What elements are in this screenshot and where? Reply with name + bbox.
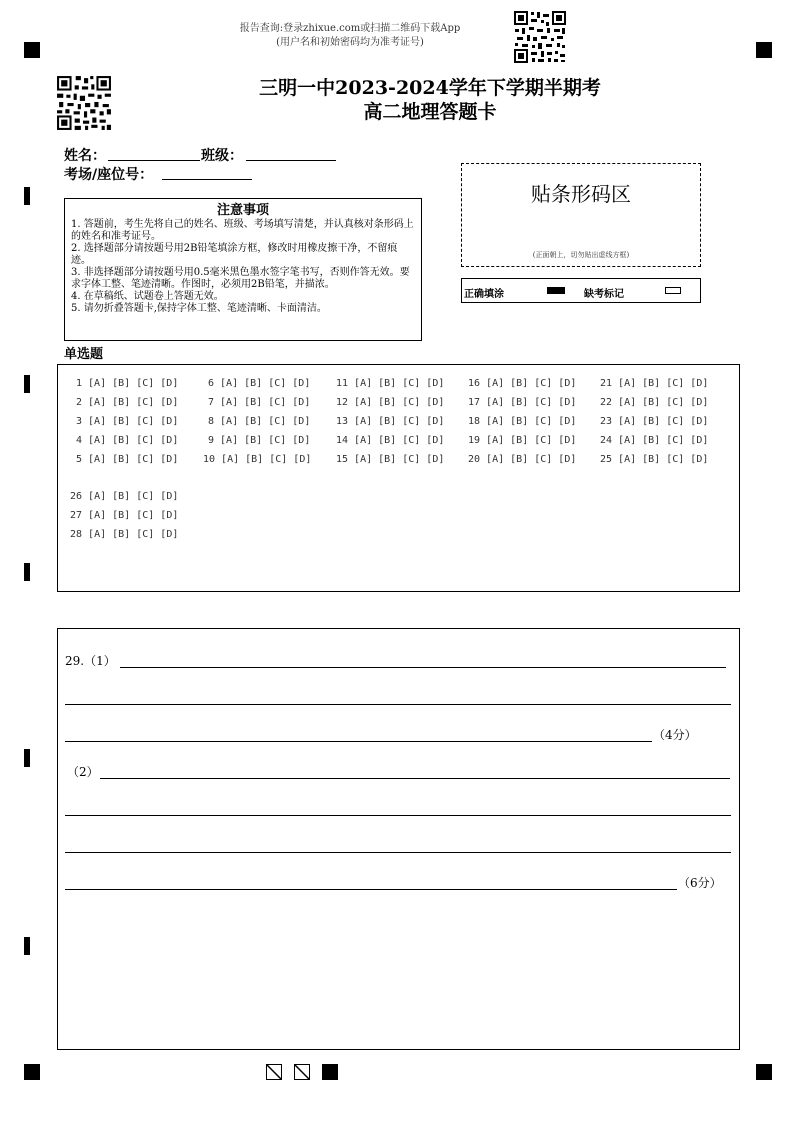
title-line-2: 高二地理答题卡 (363, 101, 497, 123)
page-mark-diagonal (294, 1064, 310, 1080)
choice-row-12[interactable]: 12 [A] [B] [C] [D] (336, 397, 445, 408)
q29-part2-line[interactable] (65, 815, 731, 816)
choice-row-7[interactable]: 7 [A] [B] [C] [D] (208, 397, 311, 408)
class-field[interactable] (246, 160, 336, 161)
absent-mark-label: 缺考标记 (584, 289, 624, 300)
choice-row-17[interactable]: 17 [A] [B] [C] [D] (468, 397, 577, 408)
corner-mark-bottom-left (24, 1064, 40, 1080)
q29-part1-label: 29.（1） (65, 654, 116, 668)
q29-part1-line[interactable] (120, 667, 726, 668)
choice-row-24[interactable]: 24 [A] [B] [C] [D] (600, 435, 709, 446)
notice-item: 5. 请勿折叠答题卡,保持字体工整、笔迹清晰、卡面清洁。 (71, 303, 327, 314)
choice-row-9[interactable]: 9 [A] [B] [C] [D] (208, 435, 311, 446)
choice-row-11[interactable]: 11 [A] [B] [C] [D] (336, 378, 445, 389)
q29-part2-score: （6分） (678, 876, 722, 890)
choice-row-16[interactable]: 16 [A] [B] [C] [D] (468, 378, 577, 389)
notice-item: 1. 答题前，考生先将自己的姓名、班级、考场填写清楚，并认真核对条形码上的姓名和准考证号。 (71, 219, 414, 242)
absent-mark-box[interactable] (665, 287, 681, 294)
timing-mark (24, 563, 30, 581)
page-mark-filled (322, 1064, 338, 1080)
q29-part1-score: （4分） (653, 728, 697, 742)
choice-row-2[interactable]: 2 [A] [B] [C] [D] (76, 397, 179, 408)
barcode-title: 贴条形码区 (531, 182, 631, 206)
single-choice-area (57, 364, 740, 592)
barcode-area[interactable] (461, 163, 701, 267)
single-choice-label: 单选题 (64, 347, 104, 362)
timing-mark (24, 375, 30, 393)
choice-row-19[interactable]: 19 [A] [B] [C] [D] (468, 435, 577, 446)
app-qr-code[interactable] (513, 10, 567, 64)
choice-row-4[interactable]: 4 [A] [B] [C] [D] (76, 435, 179, 446)
seat-field[interactable] (162, 179, 252, 180)
notice-item: 4. 在草稿纸、试题卷上答题无效。 (71, 291, 224, 302)
choice-row-3[interactable]: 3 [A] [B] [C] [D] (76, 416, 179, 427)
page-mark-diagonal (266, 1064, 282, 1080)
choice-row-18[interactable]: 18 [A] [B] [C] [D] (468, 416, 577, 427)
q29-part2-line[interactable] (65, 889, 677, 890)
correct-fill-label: 正确填涂 (464, 289, 504, 300)
corner-mark-top-left (24, 42, 40, 58)
fill-legend (461, 278, 701, 303)
choice-row-28[interactable]: 28 [A] [B] [C] [D] (70, 529, 179, 540)
choice-row-27[interactable]: 27 [A] [B] [C] [D] (70, 510, 179, 521)
report-line-1: 报告查询:登录zhixue.com或扫描二维码下载App (239, 23, 461, 34)
notice-item: 2. 选择题部分请按题号用2B铅笔填涂方框，修改时用橡皮擦干净，不留痕迹。 (71, 243, 398, 266)
choice-row-22[interactable]: 22 [A] [B] [C] [D] (600, 397, 709, 408)
report-query-note (200, 22, 500, 50)
exam-title (220, 76, 640, 124)
barcode-note: (正面朝上，切勿贴出虚线方框) (532, 251, 630, 259)
seat-label: 考场/座位号： (64, 167, 154, 183)
q29-part1-line[interactable] (65, 704, 731, 705)
choice-row-23[interactable]: 23 [A] [B] [C] [D] (600, 416, 709, 427)
card-qr-code (56, 75, 112, 131)
choice-row-13[interactable]: 13 [A] [B] [C] [D] (336, 416, 445, 427)
choice-row-26[interactable]: 26 [A] [B] [C] [D] (70, 491, 179, 502)
corner-mark-bottom-right (756, 1064, 772, 1080)
notice-item: 3. 非选择题部分请按题号用0.5毫米黑色墨水签字笔书写，否则作答无效。要求字体工整、笔迹清晰。作图时，必须用2B铅笔，并描浓。 (71, 267, 410, 290)
choice-row-21[interactable]: 21 [A] [B] [C] [D] (600, 378, 709, 389)
choice-row-15[interactable]: 15 [A] [B] [C] [D] (336, 454, 445, 465)
choice-row-1[interactable]: 1 [A] [B] [C] [D] (76, 378, 179, 389)
notice-title: 注意事项 (216, 203, 269, 218)
name-field[interactable] (108, 160, 200, 161)
choice-row-25[interactable]: 25 [A] [B] [C] [D] (600, 454, 709, 465)
class-label: 班级： (201, 148, 243, 164)
q29-part1-line[interactable] (65, 741, 652, 742)
timing-mark (24, 187, 30, 205)
choice-row-10[interactable]: 10 [A] [B] [C] [D] (203, 454, 312, 465)
choice-row-14[interactable]: 14 [A] [B] [C] [D] (336, 435, 445, 446)
name-label: 姓名： (64, 148, 106, 164)
q29-part2-line[interactable] (100, 778, 730, 779)
q29-part2-line[interactable] (65, 852, 731, 853)
notice-box (64, 198, 422, 341)
timing-mark (24, 749, 30, 767)
title-line-1: 三明一中2023-2024学年下学期半期考 (259, 77, 601, 99)
timing-mark (24, 937, 30, 955)
q29-part2-label: （2） (67, 765, 99, 779)
choice-row-20[interactable]: 20 [A] [B] [C] [D] (468, 454, 577, 465)
choice-row-6[interactable]: 6 [A] [B] [C] [D] (208, 378, 311, 389)
q29-answer-area (57, 628, 740, 1050)
correct-fill-sample (547, 287, 565, 294)
choice-row-8[interactable]: 8 [A] [B] [C] [D] (208, 416, 311, 427)
report-line-2: (用户名和初始密码均为准考证号) (276, 37, 424, 48)
choice-row-5[interactable]: 5 [A] [B] [C] [D] (76, 454, 179, 465)
corner-mark-top-right (756, 42, 772, 58)
